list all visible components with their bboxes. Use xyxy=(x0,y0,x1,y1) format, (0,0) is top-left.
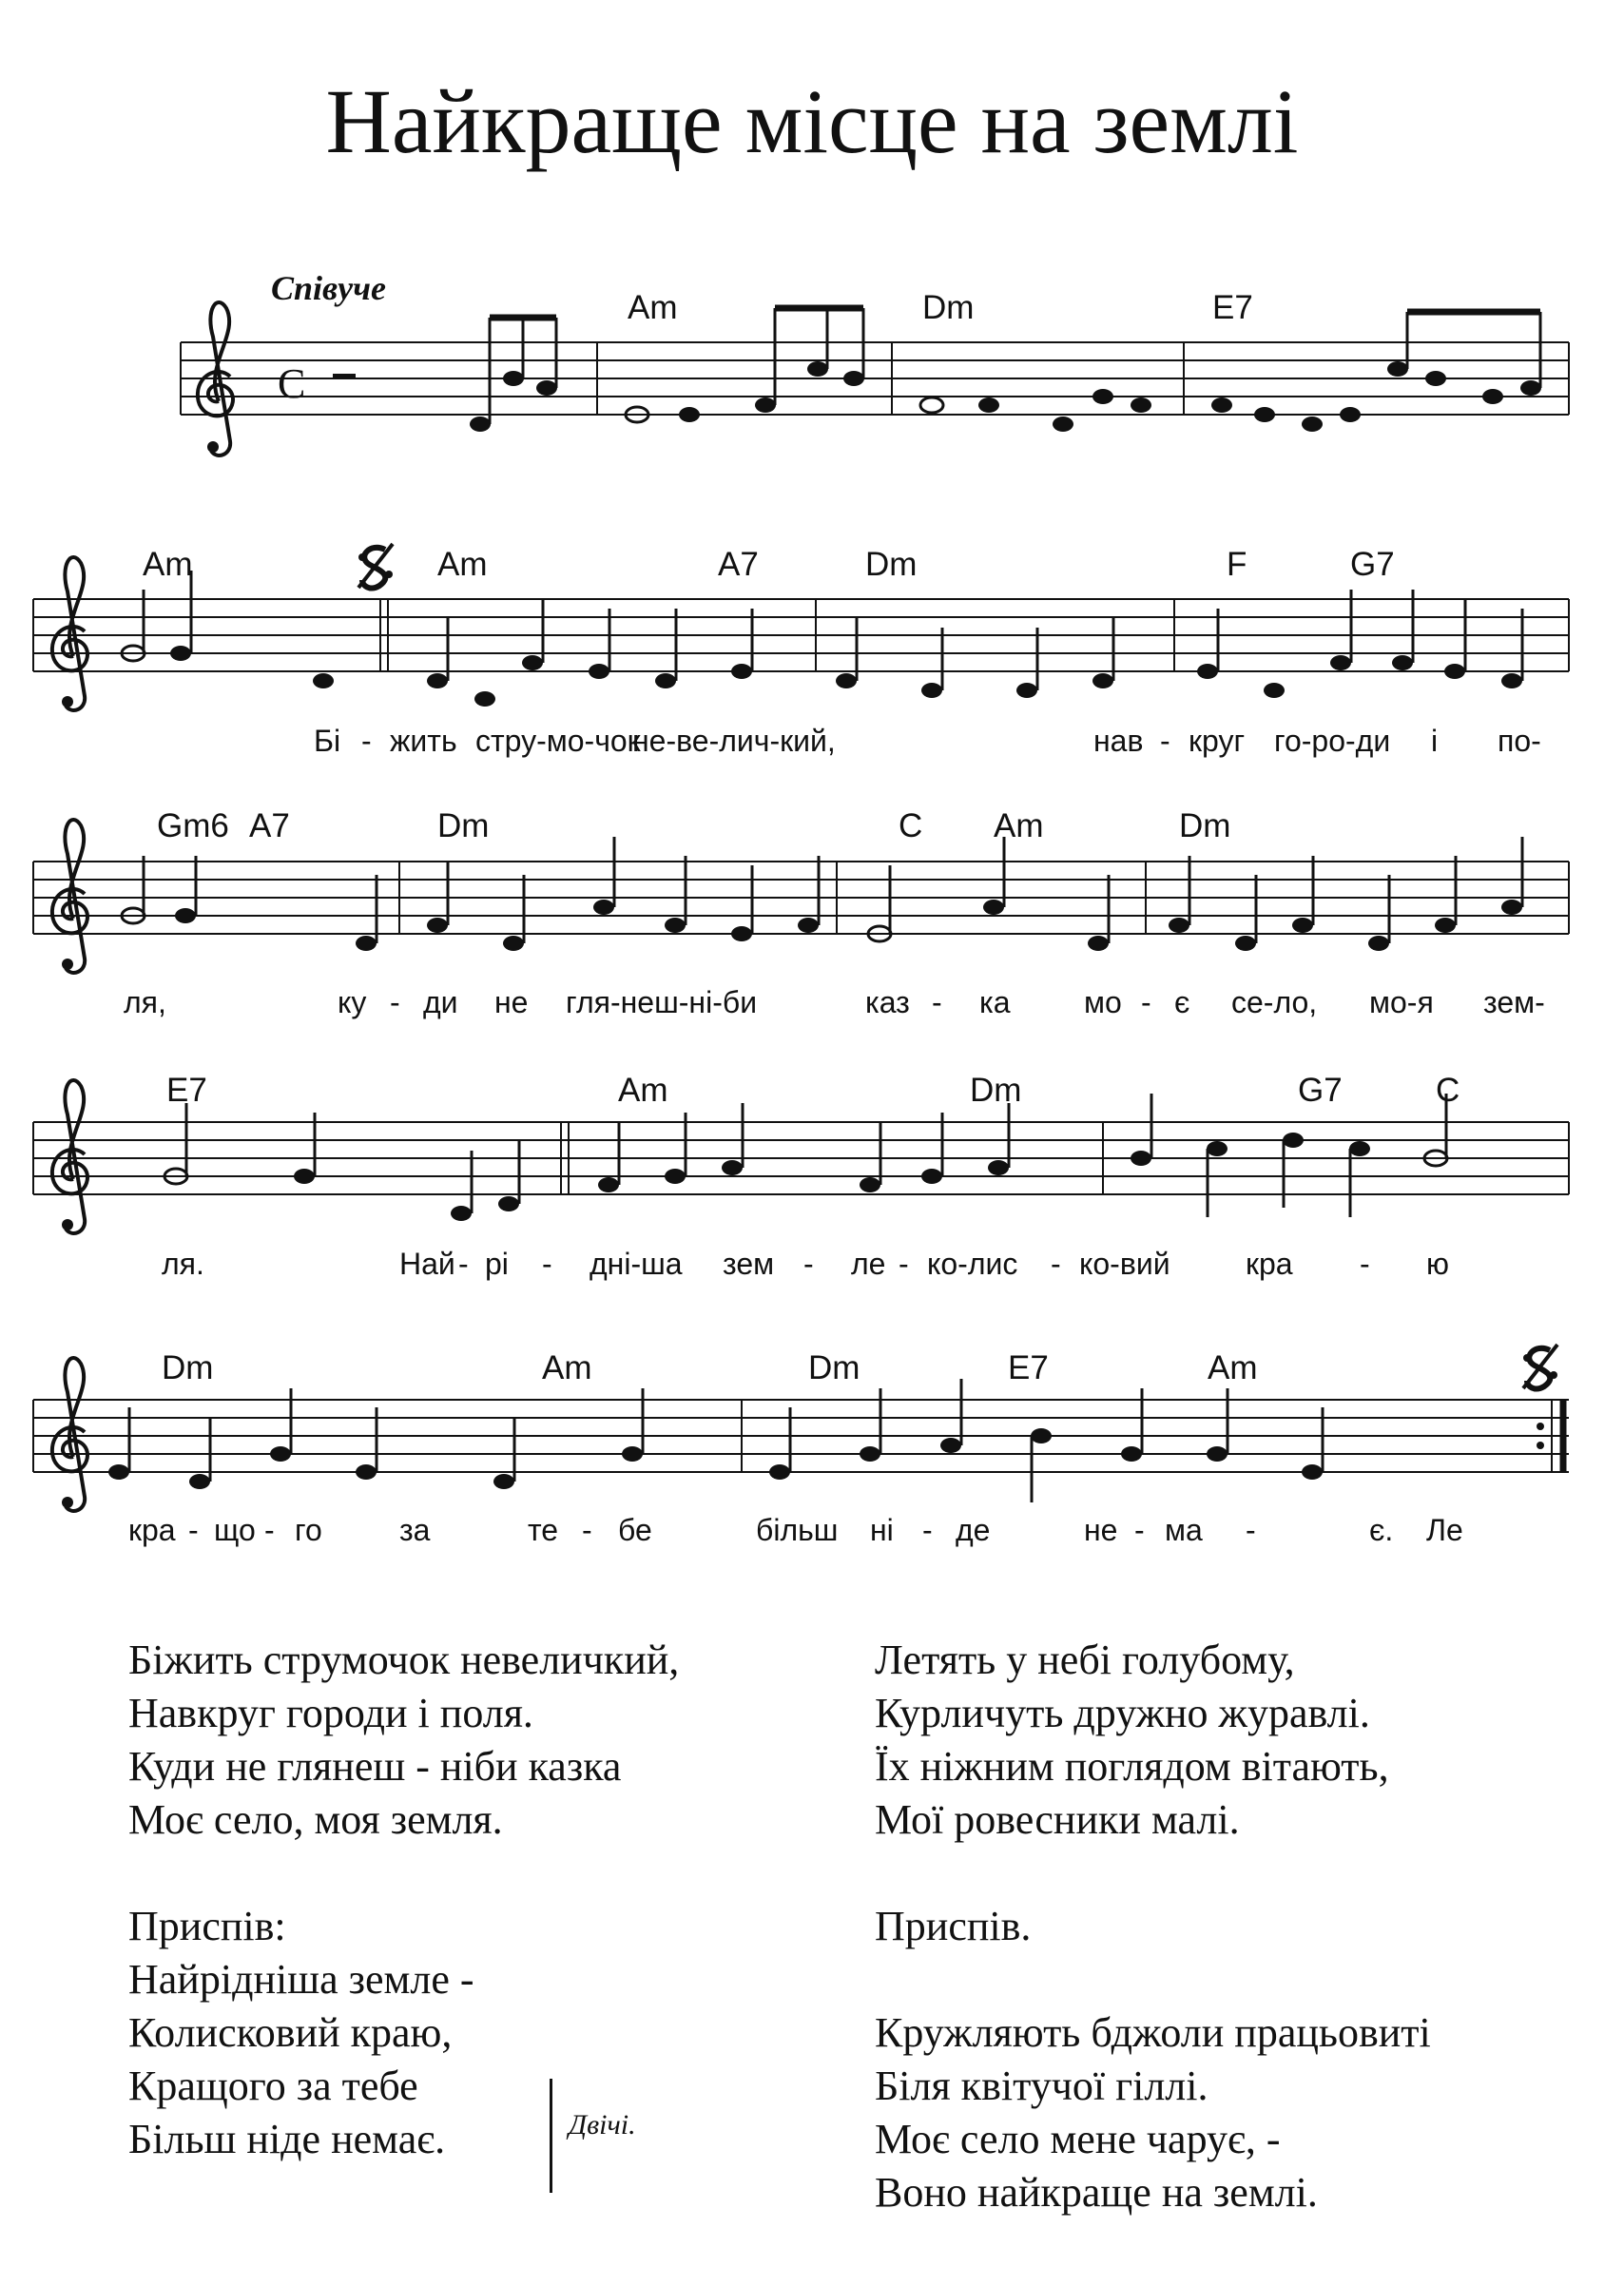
lyric-syllable: - xyxy=(1246,1513,1256,1547)
verse-line: Курличуть дружно журавлі. xyxy=(875,1690,1370,1736)
chord-symbol: Dm xyxy=(922,289,975,326)
chord-symbol: G7 xyxy=(1298,1072,1343,1109)
verse-column-left xyxy=(128,1634,679,2166)
chord-symbol: Am xyxy=(994,807,1044,844)
chord-symbol: Dm xyxy=(970,1072,1022,1109)
lyric-syllable: те xyxy=(528,1513,559,1547)
lyric-syllable: є xyxy=(1174,985,1190,1019)
verse-line: Кращого за тебе xyxy=(128,2063,418,2109)
verse-line: Моє село, моя земля. xyxy=(128,1796,503,1843)
lyric-syllable: ля. xyxy=(162,1247,204,1281)
chord-symbol: Am xyxy=(542,1349,592,1386)
lyric-syllable: дні-ша xyxy=(590,1247,683,1281)
lyric-syllable: го-ро-ди xyxy=(1274,724,1391,758)
lyric-syllable: го xyxy=(295,1513,322,1547)
lyric-syllable: - xyxy=(264,1513,275,1547)
chord-symbol: Am xyxy=(437,546,488,583)
lyric-syllable: - xyxy=(932,985,942,1019)
lyric-syllable: мо xyxy=(1084,985,1122,1019)
chord-symbol: E7 xyxy=(1008,1349,1049,1386)
song-title: Найкраще місце на землі xyxy=(325,70,1299,172)
lyric-syllable: мо-я xyxy=(1369,985,1434,1019)
lyric-syllable: бе xyxy=(618,1513,652,1547)
lyric-syllable: де xyxy=(956,1513,991,1547)
chord-symbol: Dm xyxy=(1179,807,1231,844)
chord-symbol: E7 xyxy=(1212,289,1253,326)
lyric-syllable: ма xyxy=(1165,1513,1203,1547)
lyric-syllable: - xyxy=(188,1513,199,1547)
chorus-reference: Приспів. xyxy=(875,1903,1032,1949)
lyric-syllable: - xyxy=(1051,1247,1061,1281)
lyric-syllable: що xyxy=(214,1513,256,1547)
lyric-syllable: кра xyxy=(1246,1247,1293,1281)
chorus-label: Приспів: xyxy=(128,1903,286,1949)
chord-symbol: Am xyxy=(628,289,678,326)
lyric-syllable: не xyxy=(1084,1513,1118,1547)
lyric-syllable: ле xyxy=(851,1247,886,1281)
lyric-syllable: - xyxy=(922,1513,933,1547)
treble-clef-icon xyxy=(52,557,87,710)
verse-line: Летять у небі голубому, xyxy=(875,1637,1295,1683)
treble-clef-icon xyxy=(52,1358,87,1511)
chord-symbol: Am xyxy=(1208,1349,1258,1386)
verse-column-right xyxy=(875,1634,1431,2219)
lyric-syllable: - xyxy=(803,1247,814,1281)
chord-symbol: A7 xyxy=(718,546,759,583)
segno-icon xyxy=(1523,1345,1557,1388)
chord-symbol: Dm xyxy=(162,1349,214,1386)
chord-symbol: Dm xyxy=(808,1349,860,1386)
lyric-syllable: жить xyxy=(390,724,457,758)
verse-line: Біля квітучої гіллі. xyxy=(875,2063,1208,2109)
chord-symbol: C xyxy=(899,807,923,844)
chord-symbol: Am xyxy=(618,1072,668,1109)
chord-symbol: Gm6 xyxy=(157,807,229,844)
chord-symbol: A7 xyxy=(249,807,290,844)
lyric-syllable: ко-вий xyxy=(1079,1247,1170,1281)
segno-icon xyxy=(358,544,393,588)
lyric-syllable: ка xyxy=(979,985,1011,1019)
lyric-syllable: - xyxy=(390,985,400,1019)
lyric-syllable: Бі xyxy=(314,724,341,758)
lyric-syllable: - xyxy=(361,724,372,758)
verse-line: Більш ніде немає. xyxy=(128,2116,446,2162)
verse-line: Кружляють бджоли працьовиті xyxy=(875,2009,1431,2056)
verse-line: Найрідніша земле - xyxy=(128,1956,474,2003)
lyric-syllable: Ле xyxy=(1426,1513,1463,1547)
lyric-syllable: ко-лис xyxy=(927,1247,1018,1281)
lyric-syllable: не xyxy=(494,985,529,1019)
chord-symbol: E7 xyxy=(166,1072,207,1109)
lyric-syllable: є. xyxy=(1369,1513,1394,1547)
treble-clef-icon xyxy=(52,1080,87,1233)
lyric-syllable: - xyxy=(582,1513,592,1547)
repeat-bracket xyxy=(550,2079,552,2193)
lyric-syllable: се-ло, xyxy=(1231,985,1318,1019)
tempo-marking: Співуче xyxy=(271,269,386,307)
staff-system-2 xyxy=(33,544,1569,710)
lyric-syllable: каз xyxy=(865,985,910,1019)
verse-line: Куди не глянеш - ніби казка xyxy=(128,1743,622,1790)
verse-line: Навкруг городи і поля. xyxy=(128,1690,533,1736)
chord-symbol: Am xyxy=(143,546,193,583)
verse-line: Біжить струмочок невеличкий, xyxy=(128,1637,680,1683)
lyric-syllable: гля-неш-ні-би xyxy=(566,985,758,1019)
lyric-syllable: - xyxy=(1360,1247,1370,1281)
lyric-syllable: по- xyxy=(1498,724,1541,758)
staff-system-5 xyxy=(33,1345,1569,1511)
lyric-syllable: більш xyxy=(756,1513,839,1547)
lyric-syllable: круг xyxy=(1189,724,1246,758)
lyric-syllable: ди xyxy=(423,985,458,1019)
verse-line: Їх ніжним поглядом вітають, xyxy=(875,1743,1389,1790)
verse-line: Колисковий краю, xyxy=(128,2009,453,2056)
lyric-syllable: рі xyxy=(485,1247,509,1281)
lyric-syllable: - xyxy=(899,1247,909,1281)
treble-clef-icon xyxy=(52,820,87,973)
chord-symbol: Dm xyxy=(437,807,490,844)
lyric-syllable: - xyxy=(1160,724,1170,758)
lyrics xyxy=(124,724,1545,1547)
staff-system-1 xyxy=(181,302,1569,455)
chord-symbol: Dm xyxy=(865,546,918,583)
verse-line: Моє село мене чарує, - xyxy=(875,2116,1281,2162)
chord-symbols xyxy=(143,289,1460,1386)
lyric-syllable: Най xyxy=(399,1247,455,1281)
lyric-syllable: не-ве-лич-кий, xyxy=(632,724,836,758)
chord-symbol: G7 xyxy=(1350,546,1395,583)
lyric-syllable: - xyxy=(1141,985,1151,1019)
lyric-syllable: - xyxy=(458,1247,469,1281)
lyric-syllable: стру-мо-чок xyxy=(475,724,641,758)
lyric-syllable: - xyxy=(1134,1513,1145,1547)
lyric-syllable: зем- xyxy=(1483,985,1545,1019)
lyric-syllable: ля, xyxy=(124,985,166,1019)
verse-line: Воно найкраще на землі. xyxy=(875,2169,1318,2216)
lyric-syllable: і xyxy=(1431,724,1439,758)
lyric-syllable: - xyxy=(542,1247,552,1281)
lyric-syllable: нав xyxy=(1093,724,1144,758)
chord-symbol: C xyxy=(1436,1072,1460,1109)
lyric-syllable: ні xyxy=(870,1513,894,1547)
lyric-syllable: за xyxy=(399,1513,431,1547)
lyric-syllable: кра xyxy=(128,1513,176,1547)
common-time-icon: C xyxy=(278,360,306,407)
lyric-syllable: ю xyxy=(1426,1247,1449,1281)
lyric-syllable: зем xyxy=(723,1247,775,1281)
repeat-note: Двічі. xyxy=(569,2109,636,2141)
verse-line: Мої ровесники малі. xyxy=(875,1796,1240,1843)
lyric-syllable: ку xyxy=(338,985,367,1019)
chord-symbol: F xyxy=(1227,546,1247,583)
